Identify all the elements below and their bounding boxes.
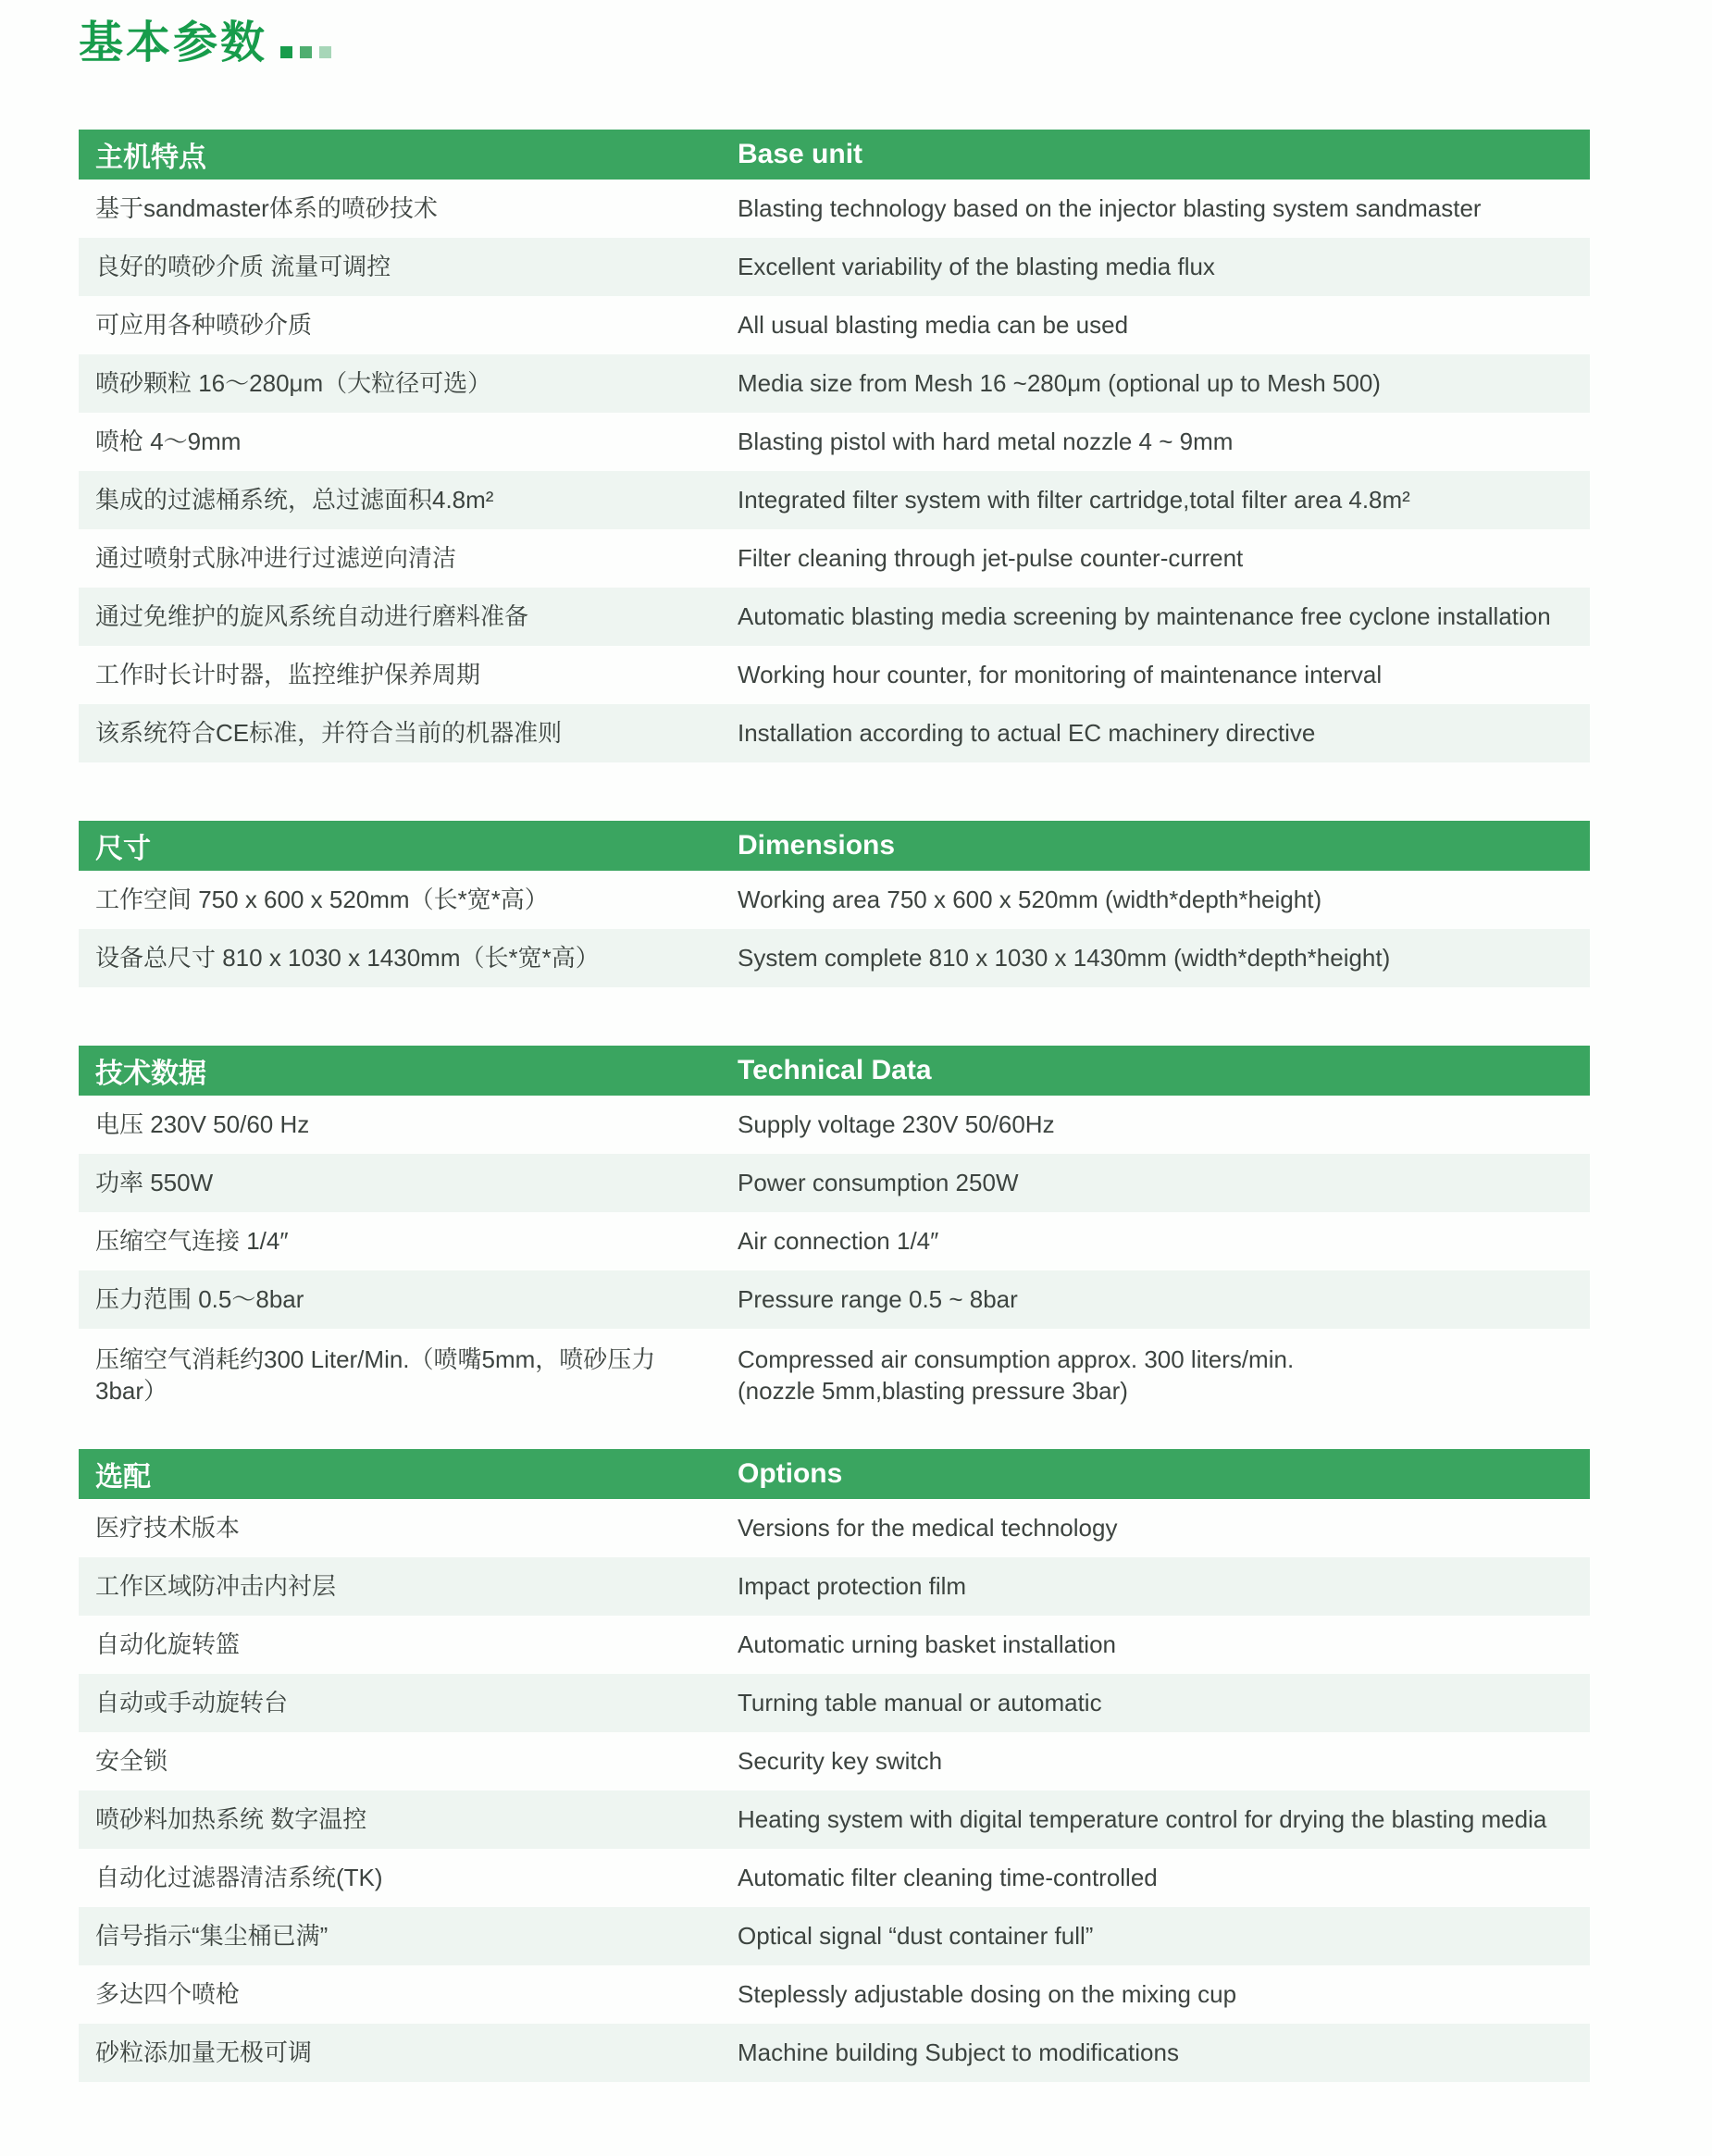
table-row <box>79 1907 1590 1965</box>
table-row <box>79 1616 1590 1674</box>
cell-zh: 电压 230V 50/60 Hz <box>95 1109 310 1138</box>
section-title-en: Options <box>738 1458 843 1489</box>
table-row <box>79 1096 1590 1154</box>
page-title: 基本参数 <box>79 19 268 68</box>
cell-zh: 自动化过滤器清洁系统(TK) <box>95 1863 383 1891</box>
cell-en: Working hour counter, for monitoring of maintenance interval <box>738 660 1383 688</box>
table-row <box>79 354 1590 413</box>
cell-en: All usual blasting media can be used <box>738 310 1129 339</box>
section-title-en: Technical Data <box>738 1055 932 1085</box>
cell-en: Media size from Mesh 16 ~280μm (optional up to Mesh 500) <box>738 368 1381 397</box>
table-row <box>79 929 1590 987</box>
cell-en: Blasting pistol with hard metal nozzle 4 ~ 9mm <box>738 427 1234 455</box>
section-1 <box>79 821 1590 987</box>
spec-sheet-page <box>0 20 1712 2082</box>
table-row <box>79 1849 1590 1907</box>
table-row <box>79 588 1590 646</box>
table-row <box>79 238 1590 296</box>
cell-zh: 工作空间 750 x 600 x 520mm（长*宽*高） <box>95 885 549 913</box>
section-header <box>79 130 1590 180</box>
cell-en: Power consumption 250W <box>738 1168 1019 1196</box>
cell-zh: 工作时长计时器，监控维护保养周期 <box>95 660 481 688</box>
cell-zh: 自动或手动旋转台 <box>95 1688 289 1716</box>
cell-zh: 医疗技术版本 <box>95 1513 241 1542</box>
section-header <box>79 1449 1590 1499</box>
cell-zh: 通过喷射式脉冲进行过滤逆向清洁 <box>95 543 457 572</box>
cell-en: Heating system with digital temperature control for drying the blasting media <box>738 1804 1547 1833</box>
table-row <box>79 1212 1590 1270</box>
table-row <box>79 704 1590 762</box>
spec-tables <box>79 130 1590 2082</box>
section-title-zh: 技术数据 <box>95 1059 206 1089</box>
cell-zh: 自动化旋转篮 <box>95 1629 241 1658</box>
table-row <box>79 646 1590 704</box>
table-row <box>79 471 1590 529</box>
cell-zh: 砂粒添加量无极可调 <box>95 2038 313 2066</box>
table-row <box>79 529 1590 588</box>
section-3 <box>79 1449 1590 2082</box>
cell-en: Machine building Subject to modifications <box>738 2038 1179 2066</box>
table-row <box>79 1965 1590 2024</box>
cell-en: Turning table manual or automatic <box>738 1688 1102 1716</box>
cell-zh: 通过免维护的旋风系统自动进行磨料准备 <box>95 601 529 630</box>
table-row <box>79 1732 1590 1790</box>
cell-en: Blasting technology based on the injector blasting system sandmaster <box>738 193 1482 222</box>
table-row <box>79 871 1590 929</box>
cell-zh: 功率 550W <box>95 1168 214 1196</box>
cell-zh: 可应用各种喷砂介质 <box>95 310 313 339</box>
cell-en: Installation according to actual EC machinery directive <box>738 718 1316 747</box>
cell-zh: 工作区域防冲击内衬层 <box>95 1571 337 1600</box>
table-row <box>79 1674 1590 1732</box>
cell-en: Steplessly adjustable dosing on the mixing cup <box>738 1979 1237 2008</box>
cell-zh: 安全锁 <box>95 1746 168 1775</box>
cell-zh: 信号指示“集尘桶已满” <box>95 1921 329 1950</box>
cell-en: System complete 810 x 1030 x 1430mm (width*depth*height) <box>738 943 1391 972</box>
table-row <box>79 296 1590 354</box>
cell-zh: 压缩空气连接 1/4″ <box>95 1226 289 1255</box>
cell-zh: 集成的过滤桶系统，总过滤面积4.8m² <box>95 485 494 514</box>
table-row <box>79 1557 1590 1616</box>
table-row <box>79 1154 1590 1212</box>
cell-en: Air connection 1/4″ <box>738 1226 939 1255</box>
cell-zh: 基于sandmaster体系的喷砂技术 <box>95 193 438 222</box>
title-accent-square-3 <box>319 46 331 58</box>
table-row <box>79 413 1590 471</box>
section-title-en: Dimensions <box>738 830 896 861</box>
table-row <box>79 1499 1590 1557</box>
cell-en: Compressed air consumption approx. 300 liters/min. (nozzle 5mm,blasting pressure 3bar) <box>738 1345 1295 1405</box>
cell-zh: 多达四个喷枪 <box>95 1979 241 2008</box>
cell-en: Optical signal “dust container full” <box>738 1921 1094 1950</box>
cell-zh: 设备总尺寸 810 x 1030 x 1430mm（长*宽*高） <box>95 943 600 972</box>
cell-en: Automatic filter cleaning time-controlled <box>738 1863 1158 1891</box>
section-title-zh: 主机特点 <box>95 142 206 173</box>
cell-en: Filter cleaning through jet-pulse counter-current <box>738 543 1244 572</box>
section-2 <box>79 1046 1590 1423</box>
table-row <box>79 1329 1590 1423</box>
title-accent-square-2 <box>300 46 312 58</box>
cell-zh: 该系统符合CE标准，并符合当前的机器准则 <box>95 718 563 747</box>
cell-en: Automatic urning basket installation <box>738 1629 1117 1658</box>
cell-zh: 压力范围 0.5～8bar <box>95 1284 304 1313</box>
section-0 <box>79 130 1590 762</box>
cell-en: Impact protection film <box>738 1571 967 1600</box>
section-title-en: Base unit <box>738 139 863 169</box>
section-title-zh: 尺寸 <box>95 834 151 864</box>
table-row <box>79 180 1590 238</box>
cell-zh: 喷枪 4～9mm <box>95 427 242 455</box>
cell-en: Working area 750 x 600 x 520mm (width*depth*height) <box>738 885 1322 913</box>
cell-en: Excellent variability of the blasting media flux <box>738 252 1215 280</box>
cell-zh: 压缩空气消耗约300 Liter/Min.（喷嘴5mm，喷砂压力3bar） <box>95 1345 656 1405</box>
cell-en: Versions for the medical technology <box>738 1513 1118 1542</box>
cell-en: Automatic blasting media screening by maintenance free cyclone installation <box>738 601 1551 630</box>
cell-en: Supply voltage 230V 50/60Hz <box>738 1109 1055 1138</box>
table-row <box>79 1790 1590 1849</box>
cell-zh: 良好的喷砂介质 流量可调控 <box>95 252 391 280</box>
section-header <box>79 1046 1590 1096</box>
table-row <box>79 1270 1590 1329</box>
cell-en: Pressure range 0.5 ~ 8bar <box>738 1284 1018 1313</box>
cell-en: Integrated filter system with filter cartridge,total filter area 4.8m² <box>738 485 1410 514</box>
page-title-block <box>79 20 1712 67</box>
table-row <box>79 2024 1590 2082</box>
cell-zh: 喷砂料加热系统 数字温控 <box>95 1804 367 1833</box>
section-header <box>79 821 1590 871</box>
cell-zh: 喷砂颗粒 16～280μm（大粒径可选） <box>95 368 492 397</box>
cell-en: Security key switch <box>738 1746 943 1775</box>
title-accent-square-1 <box>280 46 292 58</box>
section-title-zh: 选配 <box>95 1462 151 1493</box>
